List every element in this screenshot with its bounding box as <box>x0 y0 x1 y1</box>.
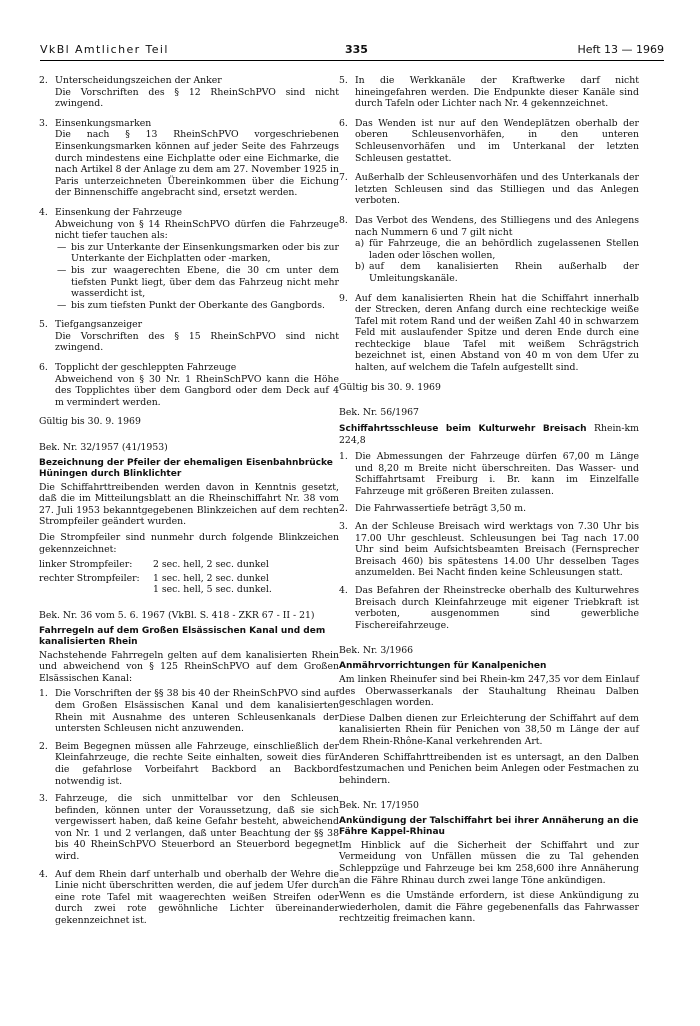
lettered-list-item: a) für Fahrzeuge, die an behördlich zugelassenen Stellen laden oder löschen wollen, <box>355 238 639 261</box>
notice-title: Anmährvorrichtungen für Kanalpenichen <box>339 660 547 671</box>
notice-reference: Bek. Nr. 32/1957 (41/1953) <box>39 442 168 454</box>
item-title: Topplicht der geschleppten Fahrzeuge <box>55 362 237 374</box>
item-body: Die Vorschriften des § 15 RheinSchPVO sind nicht zwingend. <box>55 330 339 354</box>
validity-note: Gültig bis 30. 9. 1969 <box>339 381 441 393</box>
notice-paragraph: Die Schiffahrttreibenden werden davon in Kenntnis gesetzt, daß die im Mitteilungsblatt an die Rheinschiffahrt Nr. 38 vom 27. Juli 1953 bekanntgegebenen Blinkzeichen auf dem rechten Strompfeiler geändert wurden. <box>39 481 339 528</box>
item-body: Die Vorschriften des § 12 RheinSchPVO sind nicht zwingend. <box>55 86 339 110</box>
notice-3-1966 <box>339 645 639 786</box>
notice-reference: Bek. Nr. 36 vom 5. 6. 1967 (VkBl. S. 418 - ZKR 67 - II - 21) <box>39 609 315 621</box>
dash-list-item: — bis zum tiefsten Punkt der Oberkante des Gangbords. <box>57 299 325 311</box>
item-body: Die nach § 13 RheinSchPVO vorgeschriebenen Einsenkungsmarken können auf jeder Seite des Fahrzeugs durch mindestens eine Eichplatte oder eine Eichmarke, die nach Artikel 8 der Anlage zu dem am 27. November 1925 in Paris unterzeichneten Übereinkommen über die Eichung der Binnenschiffe angebracht sind, ersetzt werden. <box>55 129 339 199</box>
list-item: 4. Auf dem Rhein darf unterhalb und oberhalb der Wehre die Linie nicht überschritten werden, die auf jedem Ufer durch eine rote Tafel mit waagerechten weißen Streifen oder durch zwei rote gewöhnliche Lichter übereinander gekennzeichnet ist. <box>39 868 339 927</box>
item-title: Tiefgangsanzeiger <box>55 319 143 331</box>
right-column <box>339 75 639 929</box>
item-number: 6. <box>39 362 48 374</box>
dash-list-item: — bis zur waagerechten Ebene, die 30 cm unter dem tiefsten Punkt liegt, über dem das Fahrzeug nicht mehr wasserdicht ist, <box>57 264 339 300</box>
journal-title: VkBl Amtlicher Teil <box>40 43 169 56</box>
notice-paragraph: Anderen Schiffahrttreibenden ist es untersagt, an den Dalben festzumachen und Penichen beim Anlegen oder Festmachen zu behindern. <box>339 751 639 786</box>
notice-paragraph: Im Hinblick auf die Sicherheit der Schiffahrt und zur Vermeidung von Unfällen müssen die zu Tal gehenden Schleppzüge und Fahrzeuge bei km 258,600 ihre Annäherung an die Fähre Rhinau durch zwei lange Töne ankündigen. <box>339 839 639 886</box>
notice-title: Schiffahrtsschleuse beim Kulturwehr Breisach Rhein-km 224,8 <box>339 422 639 447</box>
notice-17-1950 <box>339 800 639 925</box>
validity-note: Gültig bis 30. 9. 1969 <box>39 416 141 428</box>
notice-36-1967 <box>39 610 339 927</box>
dash-list-item: — bis zur Unterkante der Einsenkungsmarken oder bis zur Unterkante der Eichplatten oder -marken, <box>57 241 339 265</box>
left-column <box>39 75 339 933</box>
item-number: 4. <box>39 206 48 218</box>
lettered-list <box>355 238 639 284</box>
list-item: 5. In die Werkkanäle der Kraftwerke darf nicht hineingefahren werden. Die Endpunkte dieser Kanäle sind durch Tafeln oder Lichter nach Nr. 4 gekennzeichnet. <box>339 75 639 110</box>
list-item <box>39 319 339 354</box>
list-item <box>39 75 339 110</box>
notice-32-1957 <box>39 442 339 596</box>
notice-paragraph: Diese Dalben dienen zur Erleichterung der Schiffahrt auf dem kanalisierten Rhein für Penichen von 38,50 m Länge der auf dem Rhein-Rhône-Kanal verkehrenden Art. <box>339 712 639 747</box>
list-item: 9. Auf dem kanalisierten Rhein hat die Schiffahrt innerhalb der Strecken, deren Anfang durch eine rechteckige weiße Tafel mit rotem Rand und der weißen Zahl 40 in schwarzem Feld mit auslaufender Spitze und deren Ende durch eine rechteckige blaue Tafel mit weißem Schrägstrich bezeichnet ist, einen Abstand von 40 m von dem Ufer zu halten, auf welchem die Tafeln aufgestellt sind. <box>339 292 639 374</box>
item-title: Einsenkungsmarken <box>55 117 152 129</box>
notice-title: Fahrregeln auf dem Großen Elsässischen Kanal und dem kanalisierten Rhein <box>39 625 326 647</box>
notice-paragraph: Nachstehende Fahrregeln gelten auf dem kanalisierten Rhein und abweichend von § 125 RheinSchPVO auf dem Großen Elsässischen Kanal: <box>39 649 339 684</box>
lamp-row: linker Strompfeiler: 2 sec. hell, 2 sec. dunkel <box>39 559 269 571</box>
list-item: 2. Die Fahrwassertiefe beträgt 3,50 m. <box>339 503 527 515</box>
notice-paragraph: Die Strompfeiler sind nunmehr durch folgende Blinkzeichen gekennzeichnet: <box>39 532 339 555</box>
item-number: 3. <box>39 117 48 129</box>
list-item: 4. Das Befahren der Rheinstrecke oberhalb des Kulturwehres Breisach durch Kleinfahrzeuge mit eigener Triebkraft ist verboten, ausgenommen sind gewerbliche Fischereifahrzeuge. <box>339 584 639 631</box>
list-item: 3. An der Schleuse Breisach wird werktags von 7.30 Uhr bis 17.00 Uhr geschleust. Schleusungen bei Tag nach 17.00 Uhr sind beim Aufsichtsbeamten Breisach (Fernsprecher Breisach 460) bis spätestens 14.00 Uhr desselben Tages anzumelden. Bei Nacht finden keine Schleusungen statt. <box>339 521 639 579</box>
notice-reference: Bek. Nr. 56/1967 <box>339 407 419 419</box>
dash-list <box>55 242 339 312</box>
item-number: 2. <box>39 75 48 86</box>
notice-title: Ankündigung der Talschiffahrt bei ihrer Annäherung an die Fähre Kappel-Rhinau <box>339 815 639 837</box>
list-item: 7. Außerhalb der Schleusenvorhäfen und des Unterkanals der letzten Schleusen sind das Stilliegen und das Anlegen verboten. <box>339 172 639 207</box>
list-item: 1. Die Vorschriften der §§ 38 bis 40 der RheinSchPVO sind auf dem Großen Elsässischen Kanal und dem kanalisierten Rhein mit Ausnahme des unteren Schleusenkanals der untersten Schleusen nicht anzuwenden. <box>39 688 339 735</box>
list-item: 6. Das Wenden ist nur auf den Wendeplätzen oberhalb der oberen Schleusenvorhäfen, in den unteren Schleusenvorhäfen und im Unterkanal der letzten Schleusen gestattet. <box>339 117 639 164</box>
notice-paragraph: Am linken Rheinufer sind bei Rhein-km 247,35 vor dem Einlauf des Oberwasserkanals der Stauhaltung Rheinau Dalben geschlagen worden. <box>339 673 639 709</box>
notice-reference: Bek. Nr. 17/1950 <box>339 800 419 812</box>
notice-reference: Bek. Nr. 3/1966 <box>339 645 414 657</box>
page-header <box>40 40 664 61</box>
lettered-list-item: b) auf dem kanalisierten Rhein außerhalb der Umleitungskanäle. <box>355 261 639 284</box>
issue-label: Heft 13 — 1969 <box>577 43 664 56</box>
notice-title: Bezeichnung der Pfeiler der ehemaligen Eisenbahnbrücke Hüningen durch Blinklichter <box>39 457 333 479</box>
item-body: Abweichung von § 14 RheinSchPVO dürfen die Fahrzeuge nicht tiefer tauchen als: <box>55 218 339 242</box>
item-number: 5. <box>39 319 48 331</box>
list-item <box>39 207 339 311</box>
list-item: 1. Die Abmessungen der Fahrzeuge dürfen 67,00 m Länge und 8,20 m Breite nicht überschreiten. Das Wasser- und Schiffahrtsamt Freiburg i. Br. kann im Einzelfalle Fahrzeuge mit größeren Breiten zulassen. <box>339 451 639 497</box>
list-item: 3. Fahrzeuge, die sich unmittelbar vor den Schleusen befinden, können unter der Voraussetzung, daß sie sich vergewissert haben, daß keine Gefahr besteht, abweichend von Nr. 1 und 2 verlangen, daß unter Beachtung der §§ 38 bis 40 RheinSchPVO Steuerbord an Steuerbord begegnet wird. <box>39 793 339 863</box>
item-body: Abweichend von § 30 Nr. 1 RheinSchPVO kann die Höhe des Topplichtes über dem Gangbord oder dem Deck auf 4 m vermindert werden. <box>55 373 339 408</box>
page-number: 335 <box>345 43 368 56</box>
notice-56-1967 <box>339 407 639 631</box>
lamp-row: rechter Strompfeiler: 1 sec. hell, 2 sec. dunkel 1 sec. hell, 5 sec. dunkel. <box>39 572 272 596</box>
list-item: 2. Beim Begegnen müssen alle Fahrzeuge, einschließlich der Kleinfahrzeuge, die rechte Seite einhalten, soweit dies für die gefahrlose Vorbeifahrt Backbord an Backbord notwendig ist. <box>39 740 339 787</box>
list-item <box>39 362 339 408</box>
notice-paragraph: Wenn es die Umstände erfordern, ist diese Ankündigung zu wiederholen, damit die Fähre gegebenenfalls das Fahrwasser rechtzeitig freimachen kann. <box>339 890 639 925</box>
list-item <box>39 118 339 199</box>
item-title: Unterscheidungszeichen der Anker <box>55 75 222 86</box>
item-title: Einsenkung der Fahrzeuge <box>55 206 183 218</box>
list-item: 8. Das Verbot des Wendens, des Stilliegens und des Anlegens nach Nummern 6 und 7 gilt nicht a) für Fahrzeuge, die an behördlich zugelassenen Stellen laden oder löschen wollen, b) auf dem kanalisierten Rhein außerhalb der Umleitungskanäle. <box>339 214 639 284</box>
